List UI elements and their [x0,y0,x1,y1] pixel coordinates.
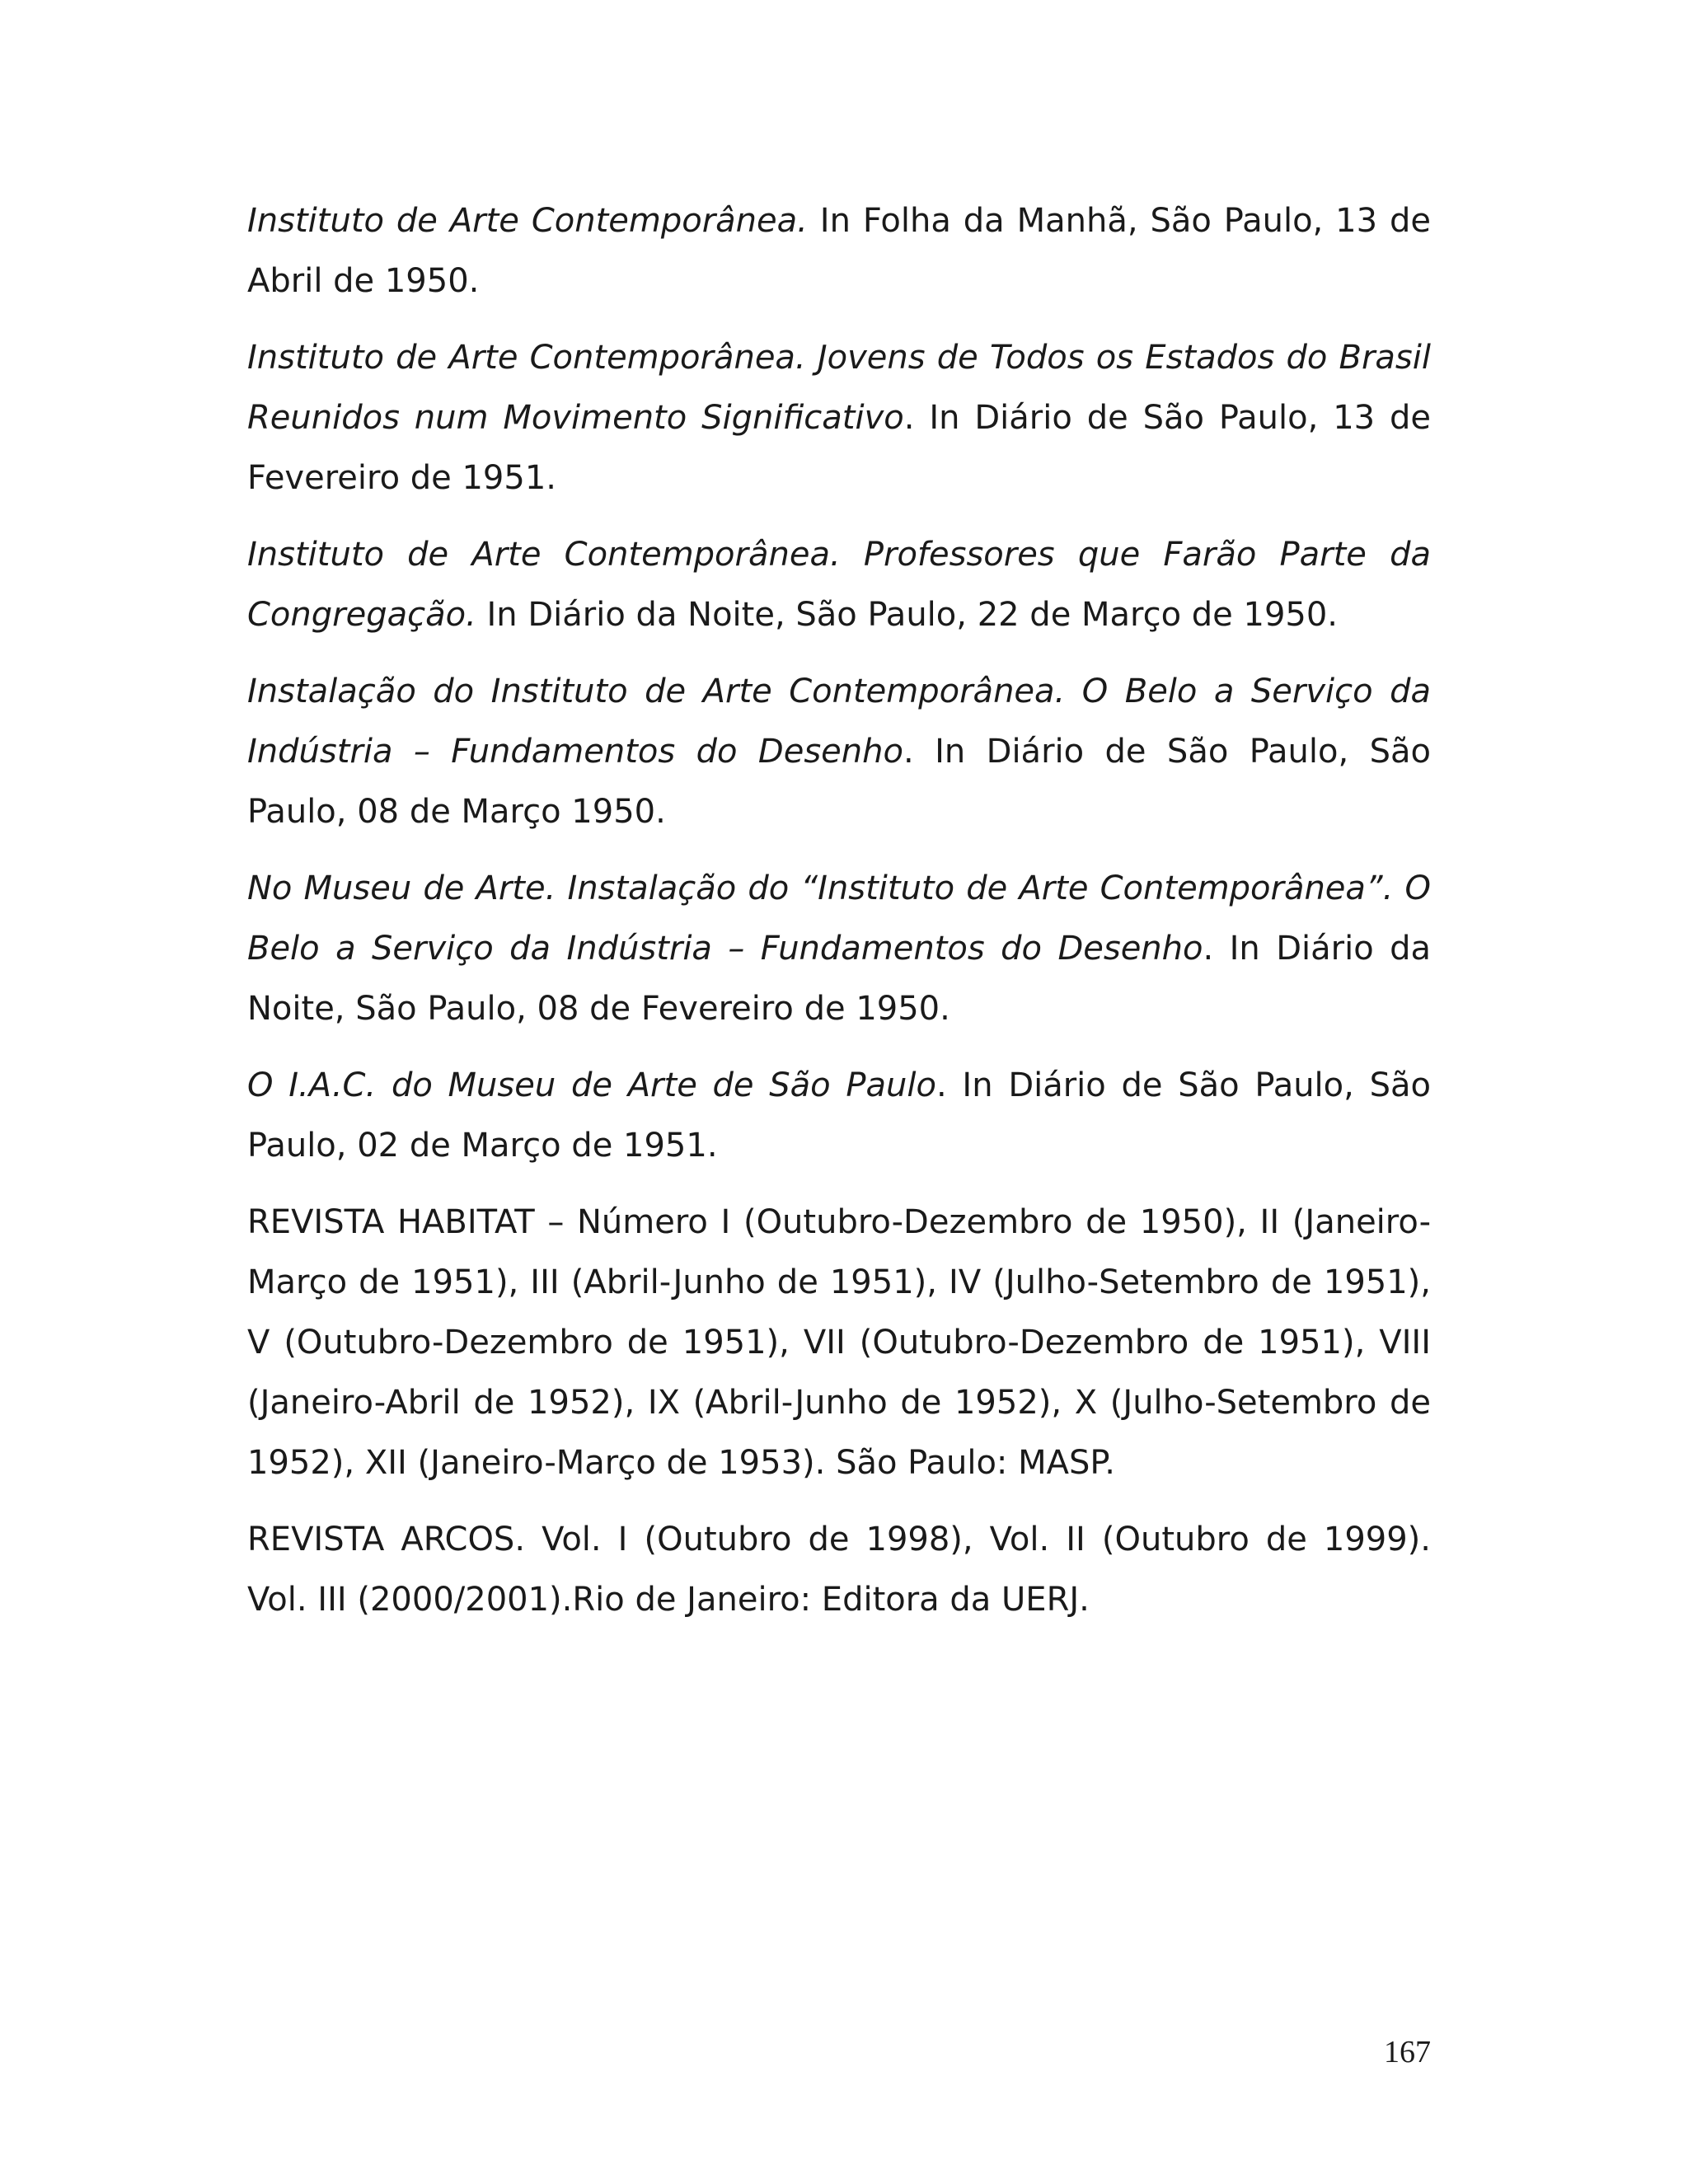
reference-details: REVISTA HABITAT – Número I (Outubro-Dezembro de 1950), II (Janeiro-Março de 1951), III (Abril-Junho de 1951), IV (Julho-Setembro de 1951), V (Outubro-Dezembro de 1951), VII (Outubro-Dezembro de 1951), VIII (Janeiro-Abril de 1952), IX (Abril-Junho de 1952), X (Julho-Setembro de 1952), XII (Janeiro-Março de 1953). São Paulo: MASP. [247,1203,1431,1482]
reference-details: . In Diário da Noite, São Paulo, 08 de Fevereiro de 1950. [247,930,1431,1028]
bibliography-list [247,191,1431,1647]
reference-entry [247,662,1431,842]
reference-entry [247,1193,1431,1493]
reference-details: . In Diário de São Paulo, 13 de Fevereiro de 1951. [247,399,1431,497]
reference-entry [247,191,1431,312]
reference-details: REVISTA ARCOS. Vol. I (Outubro de 1998), Vol. II (Outubro de 1999). Vol. III (2000/2001).Rio de Janeiro: Editora da UERJ. [247,1521,1431,1619]
page-number: 167 [1384,2035,1431,2069]
reference-title: Instituto de Arte Contemporânea. [247,202,808,240]
reference-title: Instituto de Arte Contemporânea. Jovens de Todos os Estados do Brasil Reunidos num Movimento Significativo [247,339,1431,437]
reference-details: . In Diário de São Paulo, São Paulo, 02 de Março de 1951. [247,1066,1431,1165]
reference-details: . In Diário de São Paulo, São Paulo, 08 de Março 1950. [247,733,1431,831]
reference-entry [247,328,1431,509]
reference-title: Instituto de Arte Contemporânea. Professores que Farão Parte da Congregação. [247,536,1431,634]
reference-entry [247,525,1431,645]
reference-title: O I.A.C. do Museu de Arte de São Paulo [247,1066,936,1104]
reference-title: Instalação do Instituto de Arte Contemporânea. O Belo a Serviço da Indústria – Fundamentos do Desenho [247,673,1431,771]
reference-entry [247,1056,1431,1176]
reference-entry [247,859,1431,1039]
reference-details: In Diário da Noite, São Paulo, 22 de Março de 1950. [476,596,1339,634]
reference-title: No Museu de Arte. Instalação do “Instituto de Arte Contemporânea”. O Belo a Serviço da Indústria – Fundamentos do Desenho [247,869,1431,968]
reference-details: In Folha da Manhã, São Paulo, 13 de Abril de 1950. [247,202,1431,300]
reference-entry [247,1510,1431,1630]
